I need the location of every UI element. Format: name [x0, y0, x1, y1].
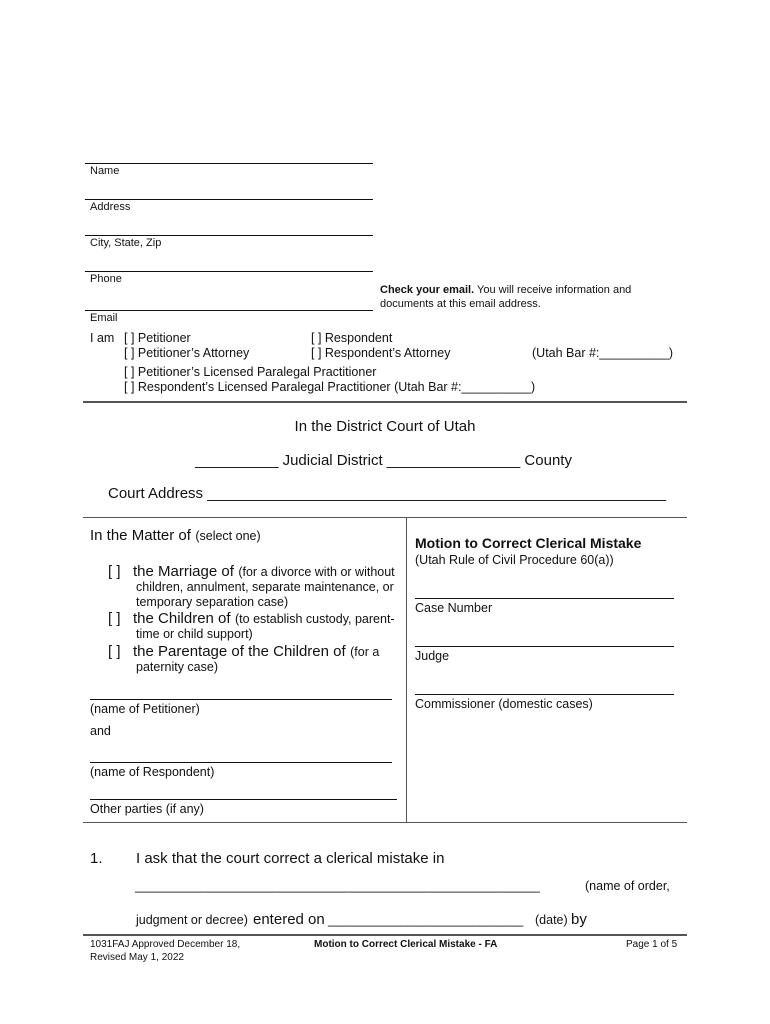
- address-label: Address: [90, 201, 131, 213]
- footer-title: Motion to Correct Clerical Mistake - FA: [314, 939, 498, 950]
- checkbox-parentage[interactable]: [ ]: [108, 643, 121, 660]
- parentage-note1: (for a: [350, 645, 380, 659]
- utah-bar-field[interactable]: (Utah Bar #:__________): [532, 346, 674, 360]
- district-county-line[interactable]: __________ Judicial District ________________ County: [195, 452, 572, 469]
- children-option: [133, 610, 395, 628]
- respondent-label: (name of Respondent): [90, 765, 215, 779]
- marriage-note2: children, annulment, separate maintenance, or: [136, 580, 394, 594]
- and-label: and: [90, 724, 111, 738]
- court-address-line[interactable]: Court Address _______________________________________________________: [108, 485, 667, 502]
- phone-label: Phone: [90, 273, 122, 285]
- email-note: [380, 284, 631, 296]
- order-name-blank[interactable]: ________________________________________________________: [135, 878, 540, 893]
- name-label: Name: [90, 165, 120, 177]
- case-number-line[interactable]: [415, 598, 674, 599]
- motion-rule: (Utah Rule of Civil Procedure 60(a)): [415, 553, 614, 567]
- email-note-bold: Check your email.: [380, 284, 475, 296]
- matter-heading-main: In the Matter of: [90, 527, 191, 544]
- children-note1: (to establish custody, parent-: [235, 612, 395, 626]
- footer-divider: [83, 934, 687, 936]
- checkbox-petitioner-attorney[interactable]: [ ] Petitioner’s Attorney: [124, 346, 250, 360]
- commissioner-label: Commissioner (domestic cases): [415, 697, 593, 711]
- date-blank[interactable]: ___________________________: [328, 912, 524, 927]
- item-number: 1.: [90, 850, 103, 867]
- petitioner-label: (name of Petitioner): [90, 702, 200, 716]
- checkbox-children[interactable]: [ ]: [108, 610, 121, 627]
- item-text: I ask that the court correct a clerical mistake in: [136, 850, 445, 867]
- checkbox-petitioner-lpp[interactable]: [ ] Petitioner’s Licensed Paralegal Practitioner: [124, 365, 377, 379]
- date-note: (date): [535, 913, 568, 927]
- marriage-main: the Marriage of: [133, 563, 234, 580]
- caption-bottom-border: [83, 822, 687, 823]
- city-label: City, State, Zip: [90, 237, 162, 249]
- checkbox-petitioner[interactable]: [ ] Petitioner: [124, 331, 191, 345]
- email-note-line2: documents at this email address.: [380, 298, 541, 310]
- order-note: (name of order,: [585, 879, 670, 893]
- footer-page-number: Page 1 of 5: [626, 939, 678, 950]
- phone-line[interactable]: [85, 271, 373, 272]
- footer-form-id: 1031FAJ Approved December 18,: [90, 939, 241, 950]
- matter-heading-note: (select one): [195, 529, 261, 543]
- judge-label: Judge: [415, 649, 450, 663]
- children-main: the Children of: [133, 610, 231, 627]
- footer-revised: Revised May 1, 2022: [90, 952, 184, 963]
- other-parties-label: Other parties (if any): [90, 802, 204, 816]
- by-label: by: [571, 911, 587, 928]
- marriage-option: [133, 563, 395, 581]
- case-number-label: Case Number: [415, 601, 493, 615]
- checkbox-marriage[interactable]: [ ]: [108, 563, 121, 580]
- i-am-label: I am: [90, 331, 115, 345]
- parentage-main: the Parentage of the Children of: [133, 643, 346, 660]
- checkbox-respondent[interactable]: [ ] Respondent: [311, 331, 393, 345]
- respondent-name-line[interactable]: [90, 762, 392, 763]
- caption-top-border: [83, 517, 687, 518]
- commissioner-line[interactable]: [415, 694, 674, 695]
- checkbox-respondent-attorney[interactable]: [ ] Respondent’s Attorney: [311, 346, 451, 360]
- email-line[interactable]: [85, 310, 373, 311]
- caption-divider: [406, 517, 407, 823]
- city-line[interactable]: [85, 235, 373, 236]
- marriage-note3: temporary separation case): [136, 595, 289, 609]
- divider: [83, 401, 687, 403]
- checkbox-respondent-lpp[interactable]: [ ] Respondent’s Licensed Paralegal Practitioner (Utah Bar #:__________): [124, 380, 536, 394]
- matter-heading: [90, 527, 261, 545]
- name-line[interactable]: [85, 163, 373, 164]
- email-note-rest: You will receive information and: [474, 284, 632, 296]
- judgment-note: judgment or decree): [136, 913, 248, 927]
- entered-on-label: entered on: [253, 911, 325, 928]
- address-line[interactable]: [85, 199, 373, 200]
- judge-line[interactable]: [415, 646, 674, 647]
- marriage-note1: (for a divorce with or without: [238, 565, 395, 579]
- other-parties-line[interactable]: [90, 799, 397, 800]
- court-title: In the District Court of Utah: [294, 418, 476, 435]
- parentage-note2: paternity case): [136, 660, 218, 674]
- petitioner-name-line[interactable]: [90, 699, 392, 700]
- motion-title: Motion to Correct Clerical Mistake: [415, 535, 642, 551]
- parentage-option: [133, 643, 379, 661]
- children-note2: time or child support): [136, 627, 253, 641]
- email-label: Email: [90, 312, 118, 324]
